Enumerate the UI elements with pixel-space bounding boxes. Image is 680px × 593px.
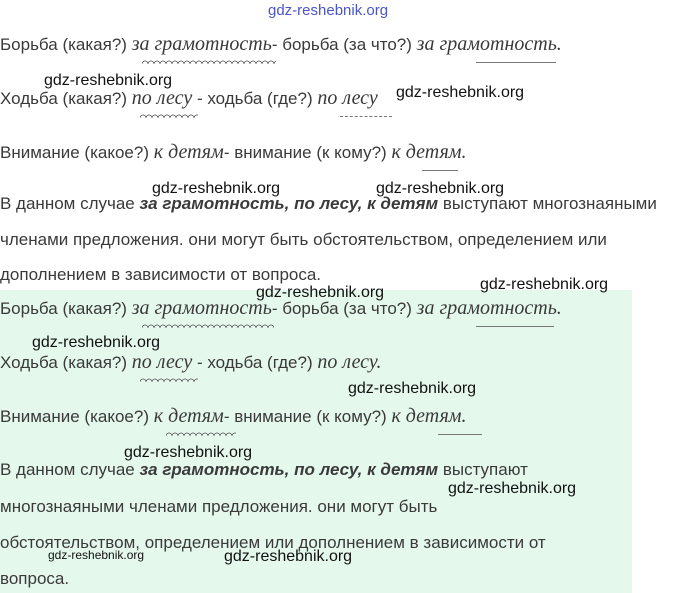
explanation-line-3: дополнением в зависимости от вопроса. [0,265,322,284]
text: . [556,297,562,319]
sentence-vnimanie-2 [0,406,467,427]
explanation2-line-4: вопроса. [0,569,70,588]
text: Борьба (какая?) [0,299,132,318]
text: - внимание (к кому?) [223,407,392,426]
wavy-underline [142,322,274,328]
text: - ходьба (где?) [192,89,318,108]
phrase-italic: за грамотность [416,297,557,319]
sentence-hodba-2 [0,352,382,373]
watermark-top: gdz-reshebnik.org [268,2,389,19]
text: В данном случае [0,460,140,479]
text: - ходьба (где?) [192,353,318,372]
text: - внимание (к кому?) [223,143,392,162]
wavy-underline [166,430,236,436]
explanation2-line-2: многознаяными членами предложения. они могут быть [0,497,438,516]
phrase-italic: к детям [153,405,224,427]
phrase-italic: по лесу [131,351,193,373]
phrase-bold-italic: за грамотность, по лесу, к детям [139,460,439,479]
dashed-underline [340,116,392,117]
phrase-italic: к детям [153,141,224,163]
phrase-italic: к детям [391,405,462,427]
text: Ходьба (какая?) [0,353,132,372]
watermark: gdz-reshebnik.org [44,72,173,89]
wavy-underline [140,112,198,118]
watermark: gdz-reshebnik.org [124,444,253,461]
text: . [461,141,467,163]
phrase-italic: по лесу [131,87,193,109]
text: выступают многознаяными [438,194,657,213]
text: - борьба (за что?) [271,299,417,318]
sentence-hodba-1 [0,88,378,109]
text: В данном случае [0,194,140,213]
explanation-line-2: членами предложения. они могут быть обстоятельством, определением или [0,230,607,249]
phrase-italic: за грамотность [131,33,272,55]
phrase-italic: за грамотность [416,33,557,55]
phrase-italic: к детям [391,141,462,163]
watermark: gdz-reshebnik.org [348,380,477,397]
watermark: gdz-reshebnik.org [32,334,161,351]
underline [476,326,554,327]
watermark: gdz-reshebnik.org [376,180,505,197]
text: Внимание (какое?) [0,407,154,426]
watermark: gdz-reshebnik.org [256,284,385,301]
watermark: gdz-reshebnik.org [152,180,281,197]
text: выступают [438,460,528,479]
text: . [376,351,382,373]
sentence-borba-1 [0,34,562,55]
phrase-italic: по лесу [317,351,377,373]
text: - борьба (за что?) [271,35,417,54]
underline [422,170,458,171]
text: Внимание (какое?) [0,143,154,162]
watermark: gdz-reshebnik.org [396,84,525,101]
phrase-bold-italic: за грамотность, по лесу, к детям [139,194,439,213]
sentence-borba-2 [0,298,562,319]
phrase-italic: по лесу [317,87,378,109]
underline [438,434,482,435]
text: Ходьба (какая?) [0,89,132,108]
explanation2-line-1 [0,460,528,480]
wavy-underline [142,58,276,64]
explanation2-line-3: обстоятельством, определением или дополнением в зависимости от [0,533,546,552]
sentence-vnimanie-1 [0,142,467,163]
watermark-small: gdz-reshebnik.org [48,548,145,562]
watermark: gdz-reshebnik.org [480,276,609,293]
phrase-italic: за грамотность [131,297,272,319]
underline [476,62,556,63]
watermark: gdz-reshebnik.org [448,480,577,497]
wavy-underline [140,376,198,382]
text: . [461,405,467,427]
explanation-line-1 [0,194,657,214]
text: . [556,33,562,55]
watermark: gdz-reshebnik.org [224,548,353,565]
text: Борьба (какая?) [0,35,132,54]
